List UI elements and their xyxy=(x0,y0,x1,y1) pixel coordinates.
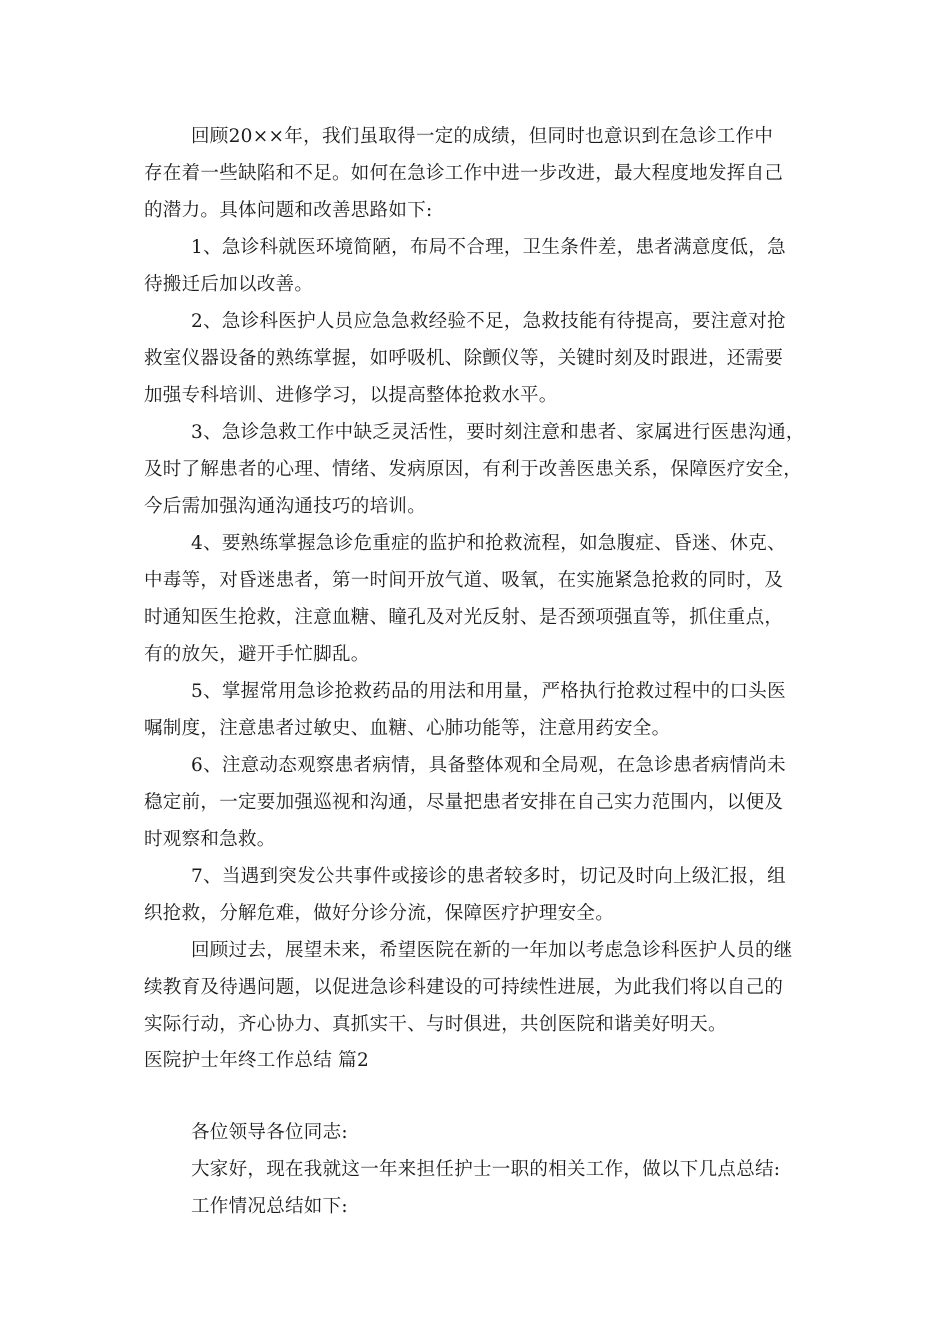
item-5-line-1: 5、掌握常用急诊抢救药品的用法和用量，严格执行抢救过程中的口头医 xyxy=(191,681,786,702)
item-3-line-3: 今后需加强沟通沟通技巧的培训。 xyxy=(144,496,427,517)
item-3-line-2: 及时了解患者的心理、情绪、发病原因，有利于改善医患关系，保障医疗安全， xyxy=(144,459,803,480)
greeting: 各位领导各位同志: xyxy=(191,1122,348,1143)
item-6-line-2: 稳定前，一定要加强巡视和沟通，尽量把患者安排在自己实力范围内，以便及 xyxy=(144,792,784,813)
closing-line-2: 续教育及待遇问题，以促进急诊科建设的可持续性进展，为此我们将以自己的 xyxy=(144,977,784,998)
item-1-line-1: 1、急诊科就医环境简陋，布局不合理，卫生条件差，患者满意度低，急 xyxy=(191,237,786,258)
paragraph-1-line-3: 的潜力。具体问题和改善思路如下: xyxy=(144,200,433,221)
item-2-line-1: 2、急诊科医护人员应急急救经验不足，急救技能有待提高，要注意对抢 xyxy=(191,311,786,332)
closing-line-1: 回顾过去，展望未来，希望医院在新的一年加以考虑急诊科医护人员的继 xyxy=(191,940,793,961)
item-2-line-3: 加强专科培训、进修学习，以提高整体抢救水平。 xyxy=(144,385,558,406)
intro: 大家好，现在我就这一年来担任护士一职的相关工作，做以下几点总结: xyxy=(191,1159,781,1180)
item-3-line-1: 3、急诊急救工作中缺乏灵活性，要时刻注意和患者、家属进行医患沟通， xyxy=(191,422,805,443)
item-6-line-1: 6、注意动态观察患者病情，具备整体观和全局观，在急诊患者病情尚未 xyxy=(191,755,786,776)
item-7-line-2: 织抢救，分解危难，做好分诊分流，保障医疗护理安全。 xyxy=(144,903,615,924)
item-5-line-2: 嘱制度，注意患者过敏史、血糖、心肺功能等，注意用药安全。 xyxy=(144,718,671,739)
summary-heading: 工作情况总结如下: xyxy=(191,1196,348,1217)
section-title: 医院护士年终工作总结 篇2 xyxy=(144,1050,370,1071)
item-7-line-1: 7、当遇到突发公共事件或接诊的患者较多时，切记及时向上级汇报，组 xyxy=(191,866,786,887)
item-2-line-2: 救室仪器设备的熟练掌握，如呼吸机、除颤仪等，关键时刻及时跟进，还需要 xyxy=(144,348,784,369)
paragraph-1-line-2: 存在着一些缺陷和不足。如何在急诊工作中进一步改进，最大程度地发挥自己 xyxy=(144,163,784,184)
paragraph-1-line-1: 回顾20××年，我们虽取得一定的成绩，但同时也意识到在急诊工作中 xyxy=(191,126,774,147)
item-4-line-3: 时通知医生抢救，注意血糖、瞳孔及对光反射、是否颈项强直等，抓住重点， xyxy=(144,607,784,628)
closing-line-3: 实际行动，齐心协力、真抓实干、与时俱进，共创医院和谐美好明天。 xyxy=(144,1014,727,1035)
item-4-line-1: 4、要熟练掌握急诊危重症的监护和抢救流程，如急腹症、昏迷、休克、 xyxy=(191,533,786,554)
item-4-line-2: 中毒等，对昏迷患者，第一时间开放气道、吸氧，在实施紧急抢救的同时，及 xyxy=(144,570,784,591)
item-1-line-2: 待搬迁后加以改善。 xyxy=(144,274,314,295)
item-4-line-4: 有的放矢，避开手忙脚乱。 xyxy=(144,644,370,665)
item-6-line-3: 时观察和急救。 xyxy=(144,829,276,850)
